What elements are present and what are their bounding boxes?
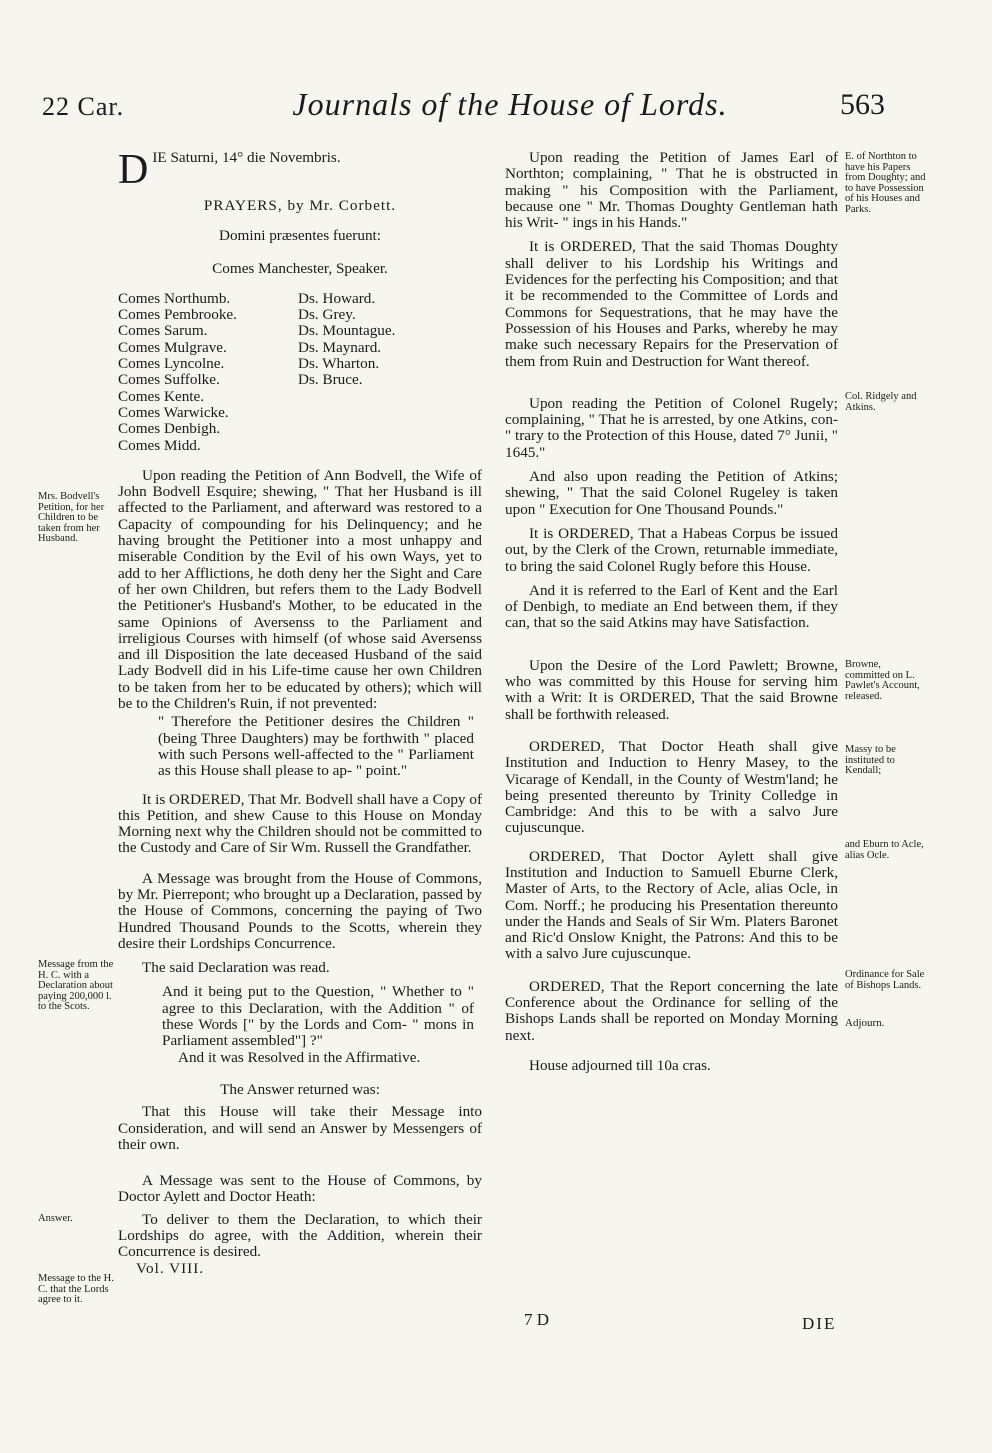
page-number: 563 xyxy=(840,88,885,121)
lord-name: Comes Suffolke. xyxy=(118,371,220,389)
margin-note-message-scots: Message from the H. C. with a Declaration about paying 200,000 l. to the Scots. xyxy=(38,959,114,1012)
margin-note-northton: E. of Northton to have his Papers from Doughty; and to have Possession of his Houses and Parks. xyxy=(845,151,926,215)
lords-present-list xyxy=(118,291,482,454)
lord-name: Comes Sarum. xyxy=(118,322,208,340)
margin-note-ordinance: Ordinance for Sale of Bishops Lands. xyxy=(845,969,925,991)
paragraph-pawlett: Upon the Desire of the Lord Pawlett; Browne, who was committed by this House for serving him with a Writ: It is ORDERED, That the said Browne shall be forthwith released. xyxy=(505,656,838,723)
lord-name: Comes Pembrooke. xyxy=(118,306,237,324)
paragraph-deliver: To deliver to them the Declaration, to which their Lordships do agree, with the Addition, wherein their Concurrence is desired. xyxy=(118,1210,482,1261)
date-heading xyxy=(118,147,482,194)
paragraph-message-sent: A Message was sent to the House of Commons, by Doctor Aylett and Doctor Heath: xyxy=(118,1172,482,1206)
paragraph-northton-petition: Upon reading the Petition of James Earl of Northton; complaining, " That he is obstructed in making " his Composition with the Parliament, because one " Mr. Thomas Doughty Gentleman hath his Writ- " ings in his Hands." xyxy=(505,149,838,232)
margin-note-bodvell: Mrs. Bodvell's Petition, for her Children to be taken from her Husband. xyxy=(38,491,105,544)
paragraph-heath-institution: ORDERED, That Doctor Heath shall give Institution and Induction to Henry Masey, to the Vicarage of Kendall, in the County of Westm'land; he being presented thereunto by Trinity Colledge in Cambridge: And this to be with a salvo Jure cujuscunque. xyxy=(505,737,838,837)
right-column xyxy=(505,150,838,1074)
present-header: Domini præsentes fuerunt: xyxy=(219,227,381,245)
lords-list-left xyxy=(118,291,298,454)
paragraph-adjourned: House adjourned till 10a cras. xyxy=(529,1056,711,1074)
paragraph-aylett-institution: ORDERED, That Doctor Aylett shall give Institution and Induction to Samuell Eburne Clerk, Master of Arts, to the Rectory of Acle, alias Ocle, in Com. Norff.; he producing his Presentation thereunto under the Hands and Seals of Sir Wm. Platers Baronet and Ric'd Onslow Knight, the Patrons: And this to be with a salvo Jure cujuscunque. xyxy=(505,847,838,963)
paragraph-referred: And it is referred to the Earl of Kent and the Earl of Denbigh, to mediate an End between them, if they can, that so the said Atkins may have Satisfaction. xyxy=(505,581,838,632)
lord-name: Comes Northumb. xyxy=(118,289,231,307)
volume-footer: Vol. VIII. xyxy=(136,1259,205,1277)
paragraph-report-ordinance: ORDERED, That the Report concerning the late Conference about the Ordinance for selling of the Bishops Lands shall be reported on Monday Morning next. xyxy=(505,977,838,1044)
margin-note-massy: Massy to be instituted to Kendall; xyxy=(845,744,896,776)
paragraph-answer: That this House will take their Message into Consideration, and will send an Answer by Messengers of their own. xyxy=(118,1103,482,1153)
paragraph-question: And it being put to the Question, " Whether to " agree to this Declaration, with the Addition " of these Words [" by the Lords and Com- " mons in Parliament assembled"] ?" xyxy=(162,983,474,1050)
lord-name: Comes Warwicke. xyxy=(118,403,229,421)
page-header-left: 22 Car. xyxy=(42,92,125,121)
lord-name: Ds. Grey. xyxy=(298,306,356,324)
paragraph-bodvell-petition: Upon reading the Petition of Ann Bodvell, the Wife of John Bodvell Esquire; shewing, " That her Husband is ill affected to the Parliament, and afterward was restored to a Capacity of compounding for his Delinquency; and he having brought the Petitioner into a most unhappy and miserable Condition by the Evil of his own Ways, yet to add to her Afflictions, he doth deny her the Sight and Care of her own Children, but refers them to the Lady Bodvell the Petitioner's Husband's Mother, to be educated in the same Opinions of Aversenss to the Parliament and irreligious Courses with himself (of whose said Aversenss and ill Disposition the late deceased Husband of the said Lady Bodvell did in his Life-time cause her own Children to be taken from her to be educated by others); which will be to the Children's Ruin, if not prevented: xyxy=(118,466,482,713)
lord-name: Comes Mulgrave. xyxy=(118,338,227,356)
paragraph-atkins-petition: And also upon reading the Petition of Atkins; shewing, " That the said Colonel Rugeley is taken upon " Execution for One Thousand Pounds." xyxy=(505,468,838,518)
paragraph-message-commons: A Message was brought from the House of Commons, by Mr. Pierrepont; who brought up a Declaration, passed by the House of Commons, concerning the paying of Two Hundred Thousand Pounds to the Scotts, wherein they desire their Lordships Concurrence. xyxy=(118,869,483,952)
lord-name: Ds. Howard. xyxy=(298,289,376,307)
margin-note-adjourn: Adjourn. xyxy=(845,1017,885,1029)
lord-name: Ds. Wharton. xyxy=(298,355,380,373)
margin-note-ridgely: Col. Ridgely and Atkins. xyxy=(845,391,917,413)
paragraph-therefore: " Therefore the Petitioner desires the Children " (being Three Daughters) may be forthwith " placed with such Persons well-affected to the " Parliament as this House shall please to ap- " point." xyxy=(158,713,474,780)
lord-name: Comes Lyncolne. xyxy=(118,355,225,373)
prayers-line: PRAYERS, by Mr. Corbett. xyxy=(203,197,397,214)
drop-cap: D xyxy=(118,147,149,193)
paragraph-habeas-corpus: It is ORDERED, That a Habeas Corpus be issued out, by the Clerk of the Crown, returnable immediate, to bring the said Colonel Rugly before this House. xyxy=(505,524,838,575)
lord-name: Comes Kente. xyxy=(118,387,205,405)
paragraph-ordered-doughty: It is ORDERED, That the said Thomas Doughty shall deliver to his Lordship his Writings and Evidences for the perfecting his Composition; and that it be recommended to the Committee of Lords and Commons for Sequestrations, that he may have the Possession of his Houses and Parks, whereby he may make such necessary Repairs for the Preservation of them from Ruin and Destruction for Want thereof. xyxy=(505,238,838,370)
lord-name: Ds. Bruce. xyxy=(298,371,363,389)
lord-name: Comes Midd. xyxy=(118,436,201,454)
margin-note-browne: Browne, committed on L. Pawlet's Account, released. xyxy=(845,659,920,702)
speaker-line: Comes Manchester, Speaker. xyxy=(212,259,388,277)
margin-note-eburn: and Eburn to Acle, alias Ocle. xyxy=(845,839,924,861)
margin-note-answer: Answer. xyxy=(38,1213,73,1224)
lord-name: Ds. Mountague. xyxy=(298,322,396,340)
signature-mark: 7 D xyxy=(524,1310,550,1329)
paragraph-rugely-petition: Upon reading the Petition of Colonel Rugely; complaining, " That he is arrested, by one Atkins, con- " trary to the Protection of this House, dated 7° Junii, " 1645." xyxy=(505,394,838,461)
paragraph-declaration-read: The said Declaration was read. xyxy=(142,959,330,977)
catchword: DIE xyxy=(802,1314,837,1333)
margin-note-message-agree: Message to the H. C. that the Lords agree to it. xyxy=(38,1273,114,1305)
answer-returned-heading: The Answer returned was: xyxy=(220,1080,380,1098)
lord-name: Ds. Maynard. xyxy=(298,338,382,356)
left-column xyxy=(118,147,483,1277)
paragraph-resolved: And it was Resolved in the Affirmative. xyxy=(178,1048,421,1066)
page-header-title: Journals of the House of Lords. xyxy=(292,86,728,122)
lord-name: Comes Denbigh. xyxy=(118,420,221,438)
paragraph-ordered-bodvell: It is ORDERED, That Mr. Bodvell shall have a Copy of this Petition, and shew Cause to this House on Monday Morning next why the Children should not be committed to the Custody and Care of Sir Wm. Russell the Grandfather. xyxy=(118,790,482,857)
date-line: IE Saturni, 14° die Novembris. xyxy=(152,149,341,166)
lords-list-right xyxy=(298,291,478,454)
